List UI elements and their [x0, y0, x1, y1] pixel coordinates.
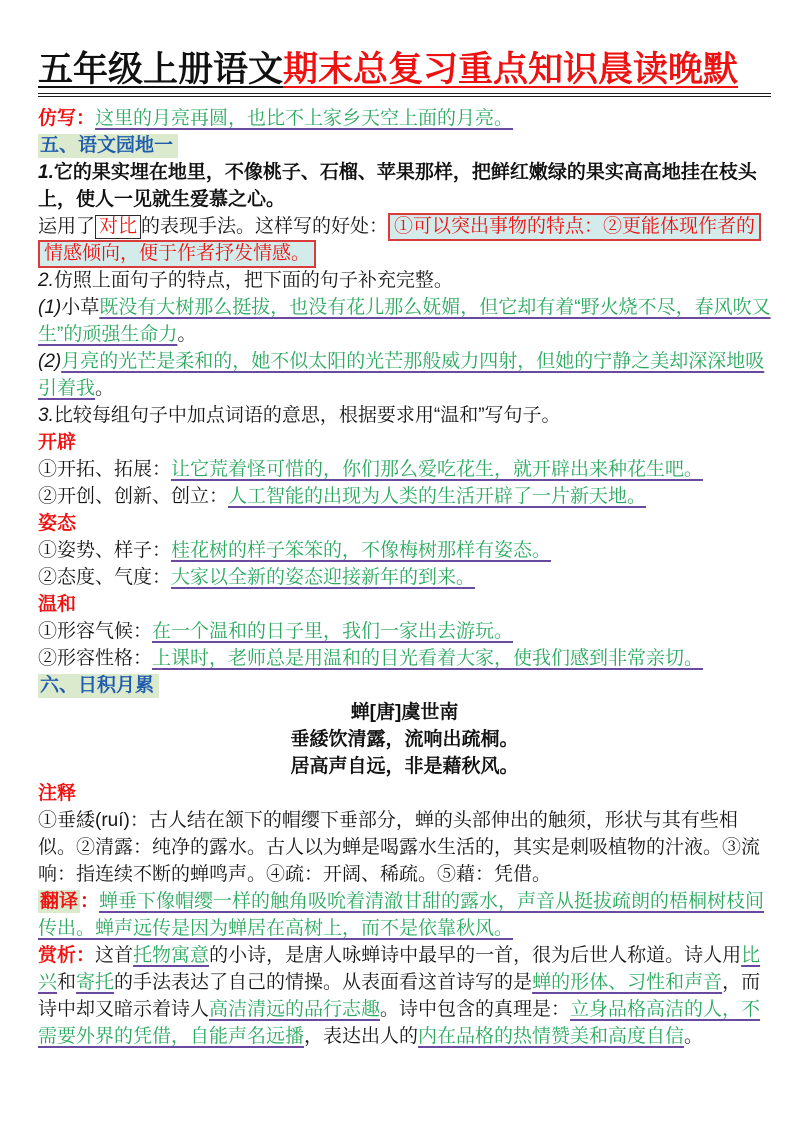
- notes-body: [38, 807, 771, 888]
- text-segment: 内在品格的热情赞美和高度自信: [418, 1026, 685, 1048]
- section-header-unit6: [38, 672, 771, 699]
- text-segment: ②态度、气度：: [38, 567, 172, 589]
- text-segment: 寄托: [76, 972, 115, 994]
- poem-title: [38, 699, 771, 726]
- text-segment: ，表达出人的: [304, 1026, 419, 1048]
- question-1: [38, 159, 771, 213]
- analysis-label: 赏析: [38, 945, 77, 967]
- term-label: 开辟: [38, 432, 77, 454]
- imitation-line: [38, 105, 771, 132]
- text-segment: 。诗中包含的真理是：: [380, 999, 571, 1021]
- highlighted-answer: ①可以突出事物的特点：②更能体现作者的情感倾向，便于作者抒发情感。: [38, 213, 761, 268]
- text-segment: 小草: [61, 297, 100, 319]
- answer-2-1: [38, 294, 771, 348]
- translation-line: [38, 888, 771, 942]
- zitai-sense-1: [38, 537, 771, 564]
- notes-label: [38, 780, 771, 807]
- text-segment: (1): [38, 297, 62, 319]
- answer-2-2: [38, 348, 771, 402]
- question-3: [38, 402, 771, 429]
- text-segment: 高洁清远的品行志趣: [209, 999, 381, 1021]
- text-segment: ：: [76, 108, 96, 130]
- text-segment: ①垂緌(ruí)：古人结在颔下的帽缨下垂部分，蝉的头部伸出的触须，形状与其有些相似。②清露：纯净的露水。古人以为蝉是喝露水生活的，其实是刺吸植物的汁液。③流响：指连续不断的蝉鸣声。④疏：开阔、稀疏。⑤藉：凭借。: [38, 810, 761, 886]
- text-segment: 在一个温和的日子里，我们一家出去游玩。: [152, 621, 514, 643]
- text-segment: ②形容性格：: [38, 648, 153, 670]
- text-segment: ：: [80, 891, 100, 913]
- section-header-unit5: [38, 132, 771, 159]
- title-course-name: 五年级上册语文: [38, 50, 284, 89]
- text-segment: 仿写: [38, 108, 77, 130]
- poem-title-text: 蝉[唐]虞世南: [350, 702, 459, 724]
- wenhe-sense-1: [38, 618, 771, 645]
- text-segment: 这首: [95, 945, 134, 967]
- text-segment: 比兴: [38, 945, 761, 994]
- text-segment: 和: [57, 972, 77, 994]
- analysis-line: [38, 942, 771, 1050]
- text-segment: 。: [177, 324, 197, 346]
- term-label: 注释: [38, 783, 77, 805]
- text-segment: 立身品格高洁的人，不需要外界的凭借，自能声名远播: [38, 999, 761, 1048]
- text-segment: ①开拓、拓展：: [38, 459, 172, 481]
- text-segment: 的表现手法。这样写的好处：: [141, 216, 389, 238]
- text-segment: 蝉垂下像帽缨一样的触角吸吮着清澈甘甜的露水，声音从挺拔疏朗的梧桐树枝间传出。蝉声远传是因为蝉居在高树上，而不是依靠秋风。: [38, 891, 765, 940]
- poem-line-1: [38, 726, 771, 753]
- text-segment: 既没有大树那么挺拔，也没有花儿那么妩媚，但它却有着“野火烧不尽，春风吹又生”的顽强生命力: [38, 297, 771, 346]
- text-segment: 大家以全新的姿态迎接新年的到来。: [171, 567, 476, 589]
- kaipi-sense-1: [38, 456, 771, 483]
- term-wenhe: [38, 591, 771, 618]
- wenhe-sense-2: [38, 645, 771, 672]
- document-body: [38, 105, 771, 1050]
- text-segment: 。: [95, 378, 115, 400]
- text-segment: 月亮的光芒是柔和的，她不似太阳的光芒那般威力四射，但她的宁静之美却深深地吸引着我: [38, 351, 765, 400]
- text-segment: 桂花树的样子笨笨的，不像梅树那样有姿态。: [171, 540, 552, 562]
- text-segment: 仿照上面句子的特点，把下面的句子补充完整。: [53, 270, 453, 292]
- text-segment: ，而诗中却又暗示着诗人: [38, 972, 761, 1021]
- text-segment: 托物寓意: [133, 945, 210, 967]
- text-segment: 它的果实埋在地里，不像桃子、石榴、苹果那样，把鲜红嫩绿的果实高高地挂在枝头上，使人一见就生爱慕之心。: [38, 162, 757, 211]
- text-segment: 让它荒着怪可惜的，你们那么爱吃花生，就开辟出来种花生吧。: [171, 459, 704, 481]
- text-segment: 人工智能的出现为人类的生活开辟了一片新天地。: [228, 486, 647, 508]
- text-segment: 。: [684, 1026, 704, 1048]
- poem-line-2: [38, 753, 771, 780]
- text-segment: 垂緌饮清露，流响出疏桐。: [290, 729, 519, 751]
- title-topic: 期末总复习重点知识晨读晚默: [283, 50, 739, 89]
- kaipi-sense-2: [38, 483, 771, 510]
- key-term-duibi: 对比: [95, 215, 141, 239]
- text-segment: 上课时，老师总是用温和的目光看着大家，使我们感到非常亲切。: [152, 648, 704, 670]
- text-segment: 的手法表达了自己的情操。从表面看这首诗写的是: [114, 972, 533, 994]
- text-segment: ②开创、创新、创立：: [38, 486, 229, 508]
- text-segment: 居高声自远，非是藉秋风。: [290, 756, 519, 778]
- answer-1: [38, 213, 771, 267]
- text-segment: 这里的月亮再圆，也比不上家乡天空上面的月亮。: [95, 108, 514, 130]
- term-label: 姿态: [38, 513, 77, 535]
- translation-label: 翻译: [40, 891, 79, 913]
- question-2: [38, 267, 771, 294]
- text-segment: 比较每组句子中加点词语的意思，根据要求用“温和”写句子。: [53, 405, 561, 427]
- text-segment: 蝉的形体、习性和声音: [532, 972, 723, 994]
- text-segment: 2.: [38, 270, 54, 292]
- term-label: 温和: [38, 594, 77, 616]
- text-segment: ①形容气候：: [38, 621, 153, 643]
- text-segment: ：: [76, 945, 96, 967]
- page-title: [38, 50, 771, 97]
- text-segment: (2): [38, 351, 62, 373]
- term-zitai: [38, 510, 771, 537]
- text-segment: 的小诗，是唐人咏蝉诗中最早的一首，很为后世人称道。诗人用: [209, 945, 742, 967]
- text-segment: 3.: [38, 405, 54, 427]
- section-6-label: 六、日积月累: [38, 674, 159, 698]
- term-kaipi: [38, 429, 771, 456]
- section-5-label: 五、语文园地一: [38, 134, 178, 158]
- text-segment: 1.: [38, 162, 54, 184]
- zitai-sense-2: [38, 564, 771, 591]
- text-segment: ①姿势、样子：: [38, 540, 172, 562]
- text-segment: 运用了: [38, 216, 96, 238]
